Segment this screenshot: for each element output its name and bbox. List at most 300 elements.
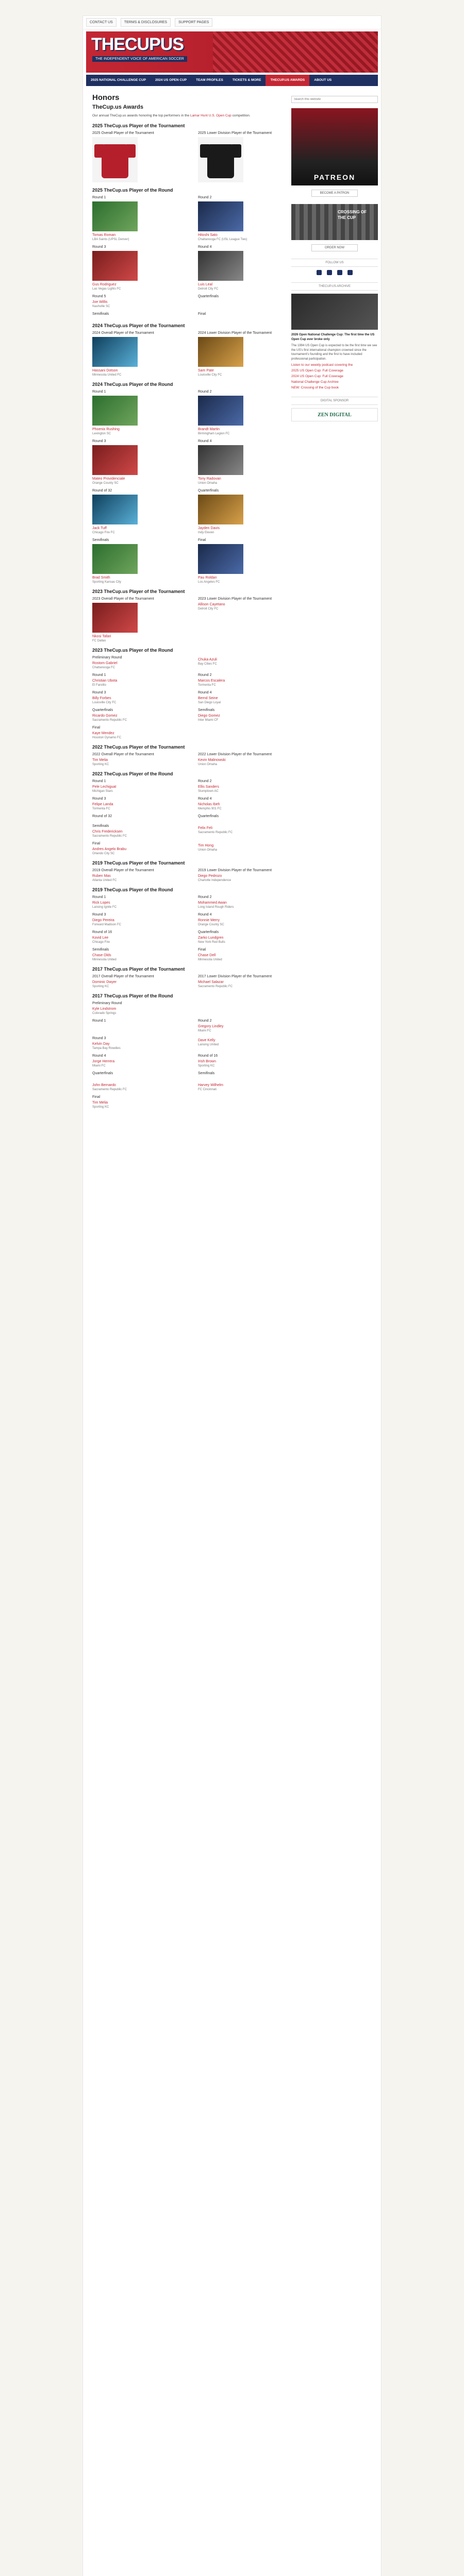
player-name[interactable]: Tim Melia (92, 758, 108, 762)
section-heading: 2024 TheCup.us Player of the Tournament (92, 323, 185, 328)
round-label: Semifinals (92, 312, 109, 316)
sidebar-link[interactable]: National Challenge Cup Archive (291, 380, 339, 384)
award-cell (198, 597, 288, 642)
round-label: Round 1 (92, 895, 106, 899)
player-team: Sporting KC (198, 1064, 215, 1067)
section-heading: 2024 TheCup.us Player of the Round (92, 382, 173, 387)
award-cell (92, 779, 183, 793)
round-label: Final (198, 948, 206, 952)
player-name[interactable]: Ellis Sanders (198, 785, 219, 789)
award-cell (198, 753, 288, 766)
round-label: Quarterfinals (92, 1072, 113, 1075)
player-team: LBA Saints (UPSL Denver) (92, 238, 129, 241)
round-label: Round of 16 (92, 930, 112, 934)
player-team: Lansing Ignite FC (92, 906, 117, 909)
player-photo[interactable] (92, 337, 138, 367)
award-cell (92, 131, 183, 182)
player-name[interactable]: Diego Pereira (92, 919, 114, 922)
player-team: FC Cincinnati (198, 1088, 217, 1091)
award-grid (92, 869, 288, 882)
round-label: Round 1 (92, 779, 106, 783)
award-cell (198, 913, 288, 926)
award-cell (92, 691, 183, 704)
main-content (92, 93, 288, 1109)
section-heading: 2019 TheCup.us Player of the Round (92, 887, 173, 892)
round-label: Round 1 (92, 673, 106, 677)
photo-fill (92, 544, 138, 574)
award-cell (92, 245, 183, 291)
award-label: 2023 Lower Division Player of the Tournament (198, 597, 272, 601)
sponsor-title: DIGITAL SPONSOR (291, 397, 378, 405)
player-team: Chicago Fire FC (92, 531, 115, 534)
award-grid (92, 779, 288, 855)
player-team: Lexington SC (92, 432, 111, 435)
player-team: Colorado Springs (92, 1012, 117, 1015)
main-nav-item[interactable]: 2025 NATIONAL CHALLENGE CUP (91, 78, 146, 82)
search-input[interactable] (291, 96, 378, 103)
player-team: Chattanooga FC (92, 666, 115, 669)
player-team: Chattanooga FC (USL League Two) (198, 238, 247, 241)
player-team: Minnesota United (92, 958, 117, 961)
player-name[interactable]: Kyle Lindstrom (92, 1007, 117, 1011)
round-label: Round 3 (92, 691, 106, 694)
award-cell (198, 726, 288, 739)
site-banner[interactable] (86, 31, 378, 73)
player-name[interactable]: Rostom Gabriel (92, 662, 118, 665)
round-label: Final (92, 726, 101, 730)
award-cell (198, 691, 288, 704)
award-sections (92, 123, 288, 1109)
section-heading: 2023 TheCup.us Player of the Tournament (92, 589, 185, 594)
photo-fill (198, 251, 243, 281)
player-team: Detroit City FC (198, 607, 219, 611)
section-heading: 2019 TheCup.us Player of the Tournament (92, 860, 185, 866)
award-cell (92, 597, 183, 642)
award-cell (92, 1072, 183, 1077)
player-name[interactable]: Jayden Davis (198, 527, 220, 530)
award-cell (92, 869, 183, 882)
facebook-icon[interactable] (317, 270, 322, 275)
round-label: Round 2 (198, 673, 212, 677)
player-name[interactable]: Nicholas Ibeh (198, 803, 220, 806)
player-team: Los Angeles FC (198, 581, 220, 584)
top-nav (83, 16, 381, 29)
cell-spacer (198, 726, 288, 729)
award-cell (92, 489, 183, 534)
player-team: Sacramento Republic FC (198, 985, 233, 988)
player-name[interactable]: Kovid Lee (92, 936, 109, 940)
photo-fill (92, 201, 138, 231)
youtube-icon[interactable] (347, 270, 353, 275)
award-cell (198, 673, 288, 687)
player-team: Inter Miami CF (198, 719, 219, 722)
round-label: Quarterfinals (198, 295, 219, 298)
player-name[interactable]: Tony Radovan (198, 477, 221, 481)
photo-fill (198, 396, 243, 426)
award-cell (198, 842, 288, 855)
archive-widget (291, 282, 378, 389)
twitter-icon[interactable] (327, 270, 332, 275)
award-cell (198, 930, 288, 944)
player-name[interactable]: Felipe Landa (92, 803, 113, 806)
round-label: Round 3 (92, 245, 106, 249)
award-cell (198, 390, 288, 435)
player-name[interactable]: Mohammed Awan (198, 901, 227, 905)
award-cell (92, 312, 183, 318)
player-photo[interactable] (92, 495, 138, 524)
player-name[interactable]: Kaye Mendez (92, 732, 114, 735)
award-cell (92, 842, 183, 855)
player-name[interactable]: Gregory Lindley (198, 1025, 224, 1028)
award-cell (198, 895, 288, 909)
award-cell (198, 295, 288, 308)
player-team: Orange County SC (198, 923, 224, 926)
round-label: Final (92, 842, 101, 845)
round-label: Round 2 (198, 1019, 212, 1023)
award-cell (92, 1002, 183, 1015)
main-nav-item[interactable]: TICKETS & MORE (232, 78, 261, 82)
award-label: 2024 Lower Division Player of the Tournament (198, 331, 272, 335)
player-name[interactable]: Billy Forbes (92, 697, 111, 700)
player-name[interactable]: Harvey Wilhelm (198, 1083, 224, 1087)
page-container (82, 15, 382, 2576)
player-name[interactable]: Jorge Herrera (92, 1060, 115, 1063)
award-cell (92, 824, 183, 838)
player-name[interactable]: Brad Smith (92, 576, 110, 580)
player-photo[interactable] (92, 445, 138, 475)
player-team: Bay Cities FC (198, 663, 217, 666)
player-name[interactable]: Pele Lechiguat (92, 785, 117, 789)
player-team: Long Island Rough Riders (198, 906, 234, 909)
sidebar-link[interactable]: Listen to our weekly podcast covering the (291, 363, 353, 367)
photo-fill (198, 337, 243, 367)
player-photo[interactable] (92, 544, 138, 574)
round-label: Semifinals (92, 824, 109, 828)
player-team: Memphis 901 FC (198, 807, 222, 810)
round-label: Final (92, 1095, 101, 1099)
award-cell (92, 1095, 183, 1109)
award-grid (92, 753, 288, 766)
player-name[interactable]: Tim Hong (198, 844, 214, 848)
player-photo[interactable] (198, 544, 243, 574)
award-cell (92, 930, 183, 944)
player-photo[interactable] (92, 251, 138, 281)
cell-spacer (198, 1002, 288, 1005)
award-cell (92, 196, 183, 241)
player-team: Tormenta FC (92, 807, 110, 810)
player-name[interactable]: Ronnie Merry (198, 919, 220, 922)
round-label: Semifinals (198, 708, 215, 712)
award-cell (198, 869, 288, 882)
player-team: Louisville City FC (198, 374, 222, 377)
main-nav-item[interactable]: ABOUT US (314, 78, 332, 82)
player-name[interactable]: Phoenix Rushing (92, 428, 120, 431)
player-name[interactable]: Joe Willis (92, 300, 108, 304)
round-label: Round 3 (92, 1037, 106, 1040)
player-name[interactable]: Chase Dell (198, 954, 216, 957)
award-cell (198, 797, 288, 810)
player-photo[interactable] (92, 603, 138, 633)
award-cell (198, 824, 288, 838)
player-photo[interactable] (198, 251, 243, 281)
story-title[interactable]: 2026 Open National Challenge Cup: The first time the US Open Cup ever broke only (291, 333, 375, 341)
award-cell (198, 1095, 288, 1109)
player-team: Indy Eleven (198, 531, 214, 534)
player-name[interactable]: Pau Roldan (198, 576, 217, 580)
award-cell (92, 1081, 183, 1091)
round-label: Round 5 (92, 295, 106, 298)
player-name[interactable]: Jack Tuff (92, 527, 107, 530)
player-name[interactable]: Kevin Malinowski (198, 758, 226, 762)
round-label: Round 1 (92, 196, 106, 199)
player-team: Las Vegas Lights FC (92, 287, 121, 291)
round-label: Round 3 (92, 439, 106, 443)
player-name[interactable]: Allison Cayetano (198, 603, 225, 606)
player-name[interactable]: Brandt Martin (198, 428, 220, 431)
book-label: CROSSING OF THE CUP (338, 210, 367, 220)
player-name[interactable]: Hitoshi Sato (198, 233, 218, 237)
player-name[interactable]: Tomas Roman (92, 233, 116, 237)
section-heading: 2017 TheCup.us Player of the Round (92, 993, 173, 998)
award-cell (92, 753, 183, 766)
photo-fill (198, 445, 243, 475)
player-name[interactable]: Marcos Escalera (198, 679, 225, 683)
section-heading: 2025 TheCup.us Player of the Round (92, 188, 173, 193)
main-nav-item[interactable]: 2024 US OPEN CUP (155, 78, 187, 82)
round-label: Round 4 (92, 1054, 106, 1058)
player-team: San Diego Loyal (198, 701, 221, 704)
round-label: Round 4 (198, 245, 212, 249)
award-cell (198, 196, 288, 241)
photo-fill (198, 495, 243, 524)
player-team: Detroit City FC (198, 287, 219, 291)
player-name[interactable]: Tim Melia (92, 1101, 108, 1105)
photo-fill (92, 445, 138, 475)
award-cell (92, 1019, 183, 1032)
award-cell (92, 1054, 183, 1067)
award-cell (198, 131, 288, 182)
round-label: Preliminary Round (92, 1002, 122, 1005)
award-cell (198, 1037, 288, 1050)
player-name[interactable]: Chris Fredericksen (92, 830, 123, 834)
award-cell (198, 975, 288, 988)
player-photo[interactable] (198, 137, 243, 182)
page-intro (92, 113, 288, 118)
top-nav-link[interactable]: CONTACT US (86, 18, 117, 27)
award-grid (92, 390, 288, 584)
award-cell (198, 312, 288, 318)
award-cell (198, 1054, 288, 1067)
award-label: 2025 Lower Division Player of the Tournament (198, 131, 272, 135)
sidebar-link[interactable]: 2025 US Open Cup: Full Coverage (291, 369, 343, 372)
follow-widget (291, 259, 378, 275)
player-name[interactable]: Chase Olds (92, 954, 111, 957)
award-cell (92, 948, 183, 961)
round-label: Quarterfinals (198, 815, 219, 818)
player-name[interactable]: Gus Rodriguez (92, 283, 117, 286)
site-logo[interactable]: THECUPUS (91, 35, 184, 54)
award-label: 2019 Overall Player of the Tournament (92, 869, 154, 872)
round-label: Semifinals (198, 1072, 215, 1075)
award-label: 2023 Overall Player of the Tournament (92, 597, 154, 601)
award-cell (198, 1019, 288, 1032)
sidebar-link[interactable]: 2024 US Open Cup: Full Coverage (291, 375, 343, 378)
player-name[interactable]: Dave Kelly (198, 1039, 216, 1042)
player-name[interactable]: Diego Gomez (198, 714, 220, 718)
round-label: Round 2 (198, 895, 212, 899)
player-team: Atlanta United FC (92, 879, 117, 882)
sponsor-logo[interactable]: ZEN DIGITAL (291, 408, 378, 421)
award-cell (198, 439, 288, 485)
player-name[interactable]: Mateo Providenciale (92, 477, 125, 481)
award-label: 2017 Overall Player of the Tournament (92, 975, 154, 978)
award-cell (92, 726, 183, 739)
player-name[interactable]: Bernd Seine (198, 697, 218, 700)
page-title: Honors (92, 93, 120, 102)
top-nav-link[interactable]: TERMS & DISCLOSURES (121, 18, 171, 27)
award-cell (92, 439, 183, 485)
round-label: Semifinals (92, 538, 109, 542)
award-grid (92, 331, 288, 377)
archive-image[interactable] (291, 294, 378, 330)
page-subtitle: TheCup.us Awards (92, 104, 144, 110)
award-label: 2022 Lower Division Player of the Tournament (198, 753, 272, 756)
award-grid (92, 196, 288, 318)
social-icons (291, 270, 378, 275)
patreon-image[interactable] (291, 108, 378, 185)
player-name[interactable]: Ricardo Gomez (92, 714, 118, 718)
section-heading: 2023 TheCup.us Player of the Round (92, 648, 173, 653)
patreon-widget (291, 108, 378, 197)
instagram-icon[interactable] (337, 270, 342, 275)
award-grid (92, 656, 288, 739)
player-name[interactable]: John Bernardo (92, 1083, 116, 1087)
player-team: Charlotte Independence (198, 879, 231, 882)
photo-fill (92, 495, 138, 524)
award-cell (198, 779, 288, 793)
intro-link[interactable]: Lamar Hunt U.S. Open Cup (190, 114, 231, 117)
player-photo[interactable] (198, 396, 243, 426)
photo-fill (92, 396, 138, 426)
player-name[interactable]: Christian Ubota (92, 679, 118, 683)
round-label: Round of 32 (92, 815, 112, 818)
player-name[interactable]: Andres Angelo Brabu (92, 848, 127, 851)
award-label: 2024 Overall Player of the Tournament (92, 331, 154, 335)
award-cell (92, 797, 183, 810)
player-name[interactable]: Michael Salazar (198, 980, 224, 984)
player-name[interactable]: Kelvin Day (92, 1042, 110, 1046)
round-label: Round 1 (92, 1019, 106, 1023)
award-grid (92, 895, 288, 961)
photo-fill (92, 337, 138, 367)
sidebar-link[interactable]: NEW: Crossing of the Cup book (291, 386, 339, 389)
player-photo[interactable] (92, 137, 138, 182)
player-team: Orlando City SC (92, 852, 115, 855)
intro-tail: competition. (232, 114, 251, 117)
player-team: Minnesota United (198, 958, 222, 961)
award-label: 2022 Overall Player of the Tournament (92, 753, 154, 756)
main-nav (86, 75, 378, 86)
round-label: Round 4 (198, 797, 212, 801)
award-cell (92, 390, 183, 435)
book-button[interactable]: ORDER NOW (311, 244, 358, 251)
player-name[interactable]: Felix Feli (198, 826, 213, 830)
award-cell (92, 656, 183, 669)
player-photo[interactable] (198, 201, 243, 231)
player-photo[interactable] (198, 445, 243, 475)
site-tagline: THE INDEPENDENT VOICE OF AMERICAN SOCCER (92, 56, 187, 62)
round-label: Round 3 (92, 797, 106, 801)
player-name[interactable]: Sam Pate (198, 369, 214, 372)
player-name[interactable]: Chuka Azuli (198, 658, 217, 662)
photo-fill (92, 603, 138, 633)
shirt-body (207, 144, 234, 178)
award-cell (92, 975, 183, 988)
main-nav-item[interactable]: THECUP.US AWARDS (266, 75, 309, 86)
player-photo[interactable] (92, 396, 138, 426)
section-heading: 2022 TheCup.us Player of the Round (92, 771, 173, 776)
award-cell (92, 673, 183, 687)
player-photo[interactable] (92, 201, 138, 231)
award-grid (92, 597, 288, 642)
round-label: Round 2 (198, 779, 212, 783)
player-team: FC Dallas (92, 639, 106, 642)
top-nav-link[interactable]: SUPPORT PAGES (175, 18, 212, 27)
award-grid (92, 131, 288, 182)
round-label: Quarterfinals (92, 708, 113, 712)
sponsor-widget (291, 397, 378, 421)
round-label: Round of 32 (92, 489, 112, 493)
main-nav-item[interactable]: TEAM PROFILES (196, 78, 223, 82)
player-name[interactable]: Luis Leal (198, 283, 213, 286)
player-name[interactable]: Dominic Dwyer (92, 980, 117, 984)
player-name[interactable]: Hassani Dotson (92, 369, 118, 372)
round-label: Final (198, 312, 206, 316)
player-team: Chicago Fire (92, 941, 110, 944)
player-photo[interactable] (198, 495, 243, 524)
player-team: Tormenta FC (198, 684, 216, 687)
player-name[interactable]: Diego Pedrozo (198, 874, 222, 878)
round-label: Final (198, 538, 206, 542)
player-team: Miami FC (92, 1064, 106, 1067)
award-cell (198, 489, 288, 534)
player-name[interactable]: Rick Lopes (92, 901, 110, 905)
player-name[interactable]: Ruben Mas (92, 874, 111, 878)
player-team: Tampa Bay Rowdies (92, 1047, 121, 1050)
book-widget (291, 204, 378, 251)
player-team: Louisville City FC (92, 701, 117, 704)
player-team: Sporting KC (92, 985, 109, 988)
patreon-button[interactable]: BECOME A PATRON (311, 190, 358, 197)
player-team: Sacramento Republic FC (92, 719, 127, 722)
sidebar (291, 93, 378, 429)
archive-title: THECUP.US ARCHIVE (291, 282, 378, 291)
round-label: Round of 16 (198, 1054, 218, 1058)
round-label: Round 2 (198, 196, 212, 199)
book-image[interactable] (291, 204, 378, 240)
player-name[interactable]: Irish Brown (198, 1060, 217, 1063)
award-cell (198, 1081, 288, 1091)
sidebar-links (291, 363, 378, 389)
player-team: El Farolito (92, 684, 107, 687)
player-name[interactable]: Zarko Lundgren (198, 936, 224, 940)
round-label: Semifinals (92, 948, 109, 952)
award-cell (198, 948, 288, 961)
story-text: The 1994 US Open Cup is expected to be the first time we see the US's first international champion crowned since the tournament's founding and the first to have included professional participation. (291, 344, 377, 361)
award-cell (198, 656, 288, 669)
player-photo[interactable] (198, 337, 243, 367)
player-name[interactable]: Nkosi Tafari (92, 635, 111, 638)
